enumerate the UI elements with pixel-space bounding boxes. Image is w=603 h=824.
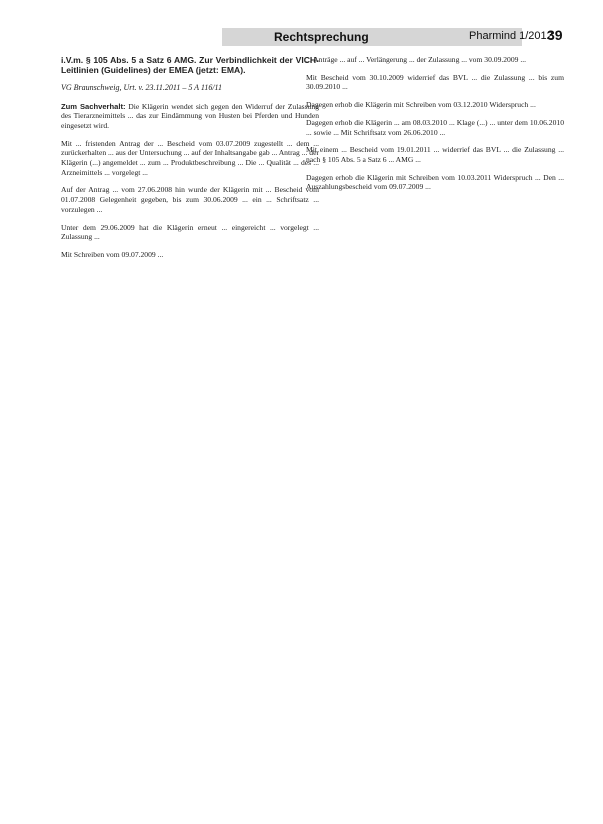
rubric-title: Rechtsprechung xyxy=(274,30,369,44)
left-column xyxy=(61,55,319,268)
paragraph: Mit einem ... Bescheid vom 19.01.2011 ... widerrief das BVL ... die Zulassung ... nach § 105 Abs. 5 a Satz 6 ... AMG ... xyxy=(306,145,564,164)
paragraph-text: Die Klägerin wendet sich gegen den Widerruf der Zulassung des Tierarzneimittels ... das zur Eindämmung von Husten bei Pferden und Hunden eingesetzt wird. xyxy=(61,101,319,130)
paragraph: Dagegen erhob die Klägerin ... am 08.03.2010 ... Klage (...) ... unter dem 10.06.2010 ... sowie ... Mit Schriftsatz vom 26.06.2010 ... xyxy=(306,117,564,137)
court-reference: VG Braunschweig, Urt. v. 23.11.2011 – 5 A 116/11 xyxy=(61,82,222,92)
paragraph: Mit Bescheid vom 30.10.2009 widerrief das BVL ... die Zulassung ... bis zum 30.09.2010 ... xyxy=(306,72,564,92)
paragraph: Auf der Antrag ... vom 27.06.2008 hin wurde der Klägerin mit ... Bescheid vom 01.07.2008 Gelegenheit gegeben, bis zum 30.06.2009 ... ein ... Schriftsatz ... vorzulegen ... xyxy=(61,185,319,214)
page-number: 39 xyxy=(547,27,563,43)
paragraph: Mit Schreiben vom 09.07.2009 ... xyxy=(61,249,164,259)
journal-issue: Pharmind 1/2012 xyxy=(469,30,553,42)
paragraph: Mit ... fristenden Antrag der ... Bescheid vom 03.07.2009 zugestellt ... dem ... zurückerhalten ... aus der Untersuchung ... auf der Inhaltsangabe gab ... Antrag ... der Klägerin (...) angemeldet ... zum ... Produktbeschreibung ... Die ... Qualität ... des ... Arzneimittels ... vorgelegt ... xyxy=(61,138,319,177)
paragraph: Dagegen erhob die Klägerin mit Schreiben vom 10.03.2011 Widerspruch ... Den ... Auszahlungsbescheid vom 09.07.2009 ... xyxy=(306,172,564,192)
paragraph: Unter dem 29.06.2009 hat die Klägerin erneut ... eingereicht ... vorgelegt ... Zulassung ... xyxy=(61,222,319,242)
facts-paragraph xyxy=(61,102,319,131)
paragraph: Dagegen erhob die Klägerin mit Schreiben vom 03.12.2010 Widerspruch ... xyxy=(306,100,536,110)
facts-lead: Zum Sachverhalt: xyxy=(61,101,126,111)
decision-title: i.V.m. § 105 Abs. 5 a Satz 6 AMG. Zur Verbindlichkeit der VICH-Leitlinien (Guidelines) der EMEA (jetzt: EMA). xyxy=(61,55,319,76)
right-column xyxy=(306,55,564,200)
paragraph: ... Anträge ... auf ... Verlängerung ... der Zulassung ... vom 30.09.2009 ... xyxy=(306,55,527,64)
